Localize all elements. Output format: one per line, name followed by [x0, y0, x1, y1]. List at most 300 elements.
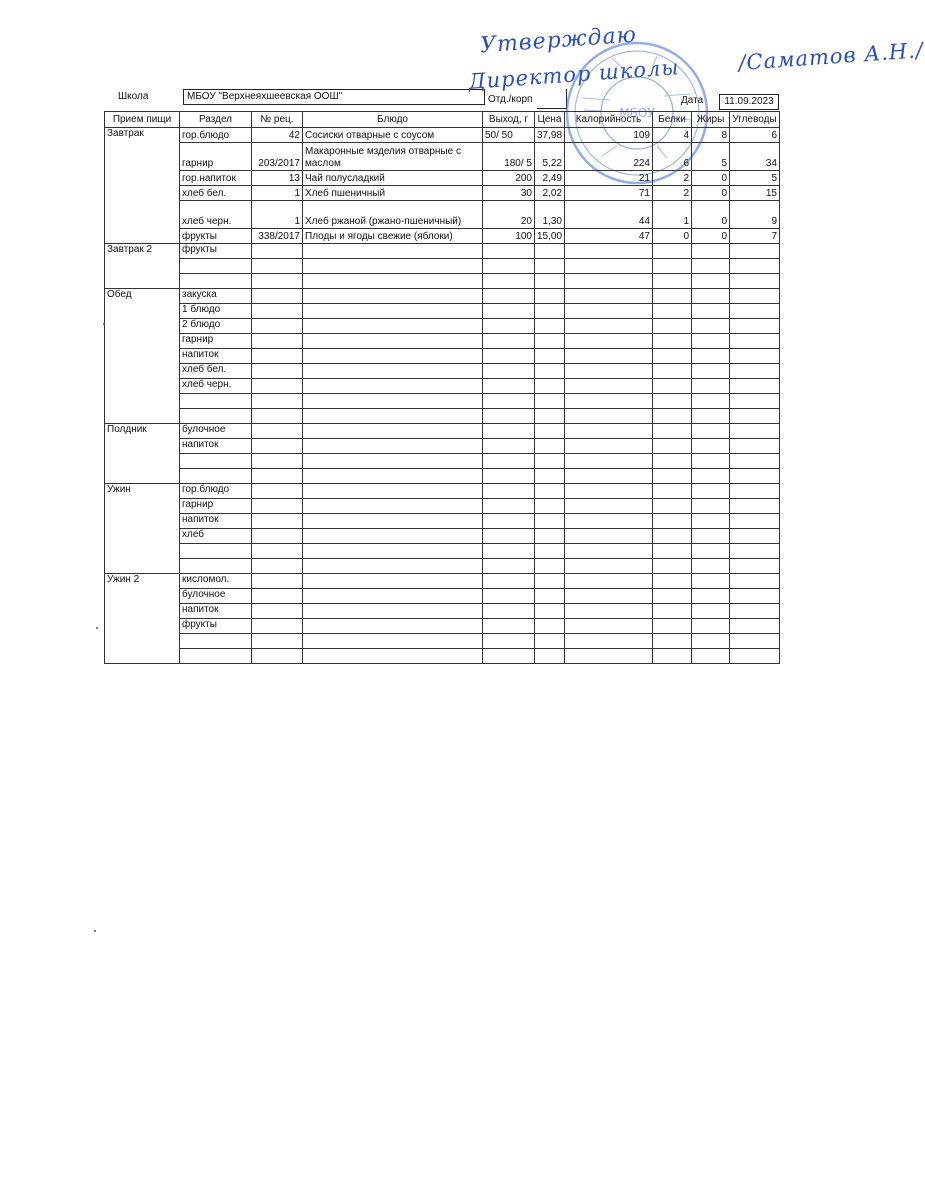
carbs-cell: [730, 394, 780, 409]
carbs-cell: [730, 424, 780, 439]
yield-cell: [483, 259, 535, 274]
proteins-cell: [653, 559, 692, 574]
carbs-cell: [730, 604, 780, 619]
price-cell: [535, 529, 565, 544]
fats-cell: [692, 259, 730, 274]
dish-cell: [303, 259, 483, 274]
section-cell: гор.напиток: [180, 171, 252, 186]
proteins-cell: [653, 274, 692, 289]
fats-cell: [692, 499, 730, 514]
dish-cell: [303, 409, 483, 424]
table-header-row: [105, 112, 780, 128]
section-cell: [180, 559, 252, 574]
table-row: [105, 364, 780, 379]
yield-cell: 100: [483, 229, 535, 244]
col-meal: Прием пищи: [105, 112, 180, 128]
table-row: [105, 574, 780, 589]
proteins-cell: 2: [653, 186, 692, 201]
calories-cell: [565, 439, 653, 454]
fats-cell: [692, 619, 730, 634]
meal-name: Обед: [105, 289, 180, 424]
recipe-cell: [252, 484, 303, 499]
section-cell: хлеб черн.: [180, 379, 252, 394]
date-label: Дата: [681, 95, 704, 106]
calories-cell: 47: [565, 229, 653, 244]
scan-speck: [103, 323, 105, 325]
dish-cell: [303, 454, 483, 469]
carbs-cell: [730, 619, 780, 634]
table-row: [105, 454, 780, 469]
calories-cell: [565, 364, 653, 379]
table-row: [105, 244, 780, 259]
price-cell: [535, 259, 565, 274]
proteins-cell: [653, 499, 692, 514]
table-row: [105, 439, 780, 454]
dish-cell: [303, 424, 483, 439]
proteins-cell: [653, 529, 692, 544]
carbs-cell: [730, 304, 780, 319]
price-cell: [535, 454, 565, 469]
carbs-cell: [730, 544, 780, 559]
recipe-cell: [252, 289, 303, 304]
carbs-cell: [730, 649, 780, 664]
col-yield: Выход, г: [483, 112, 535, 128]
section-cell: хлеб бел.: [180, 186, 252, 201]
recipe-cell: 1: [252, 186, 303, 201]
carbs-cell: [730, 499, 780, 514]
calories-cell: 109: [565, 128, 653, 143]
fats-cell: [692, 634, 730, 649]
recipe-cell: [252, 349, 303, 364]
section-cell: [180, 544, 252, 559]
fats-cell: 0: [692, 201, 730, 229]
table-row: [105, 201, 780, 229]
calories-cell: [565, 259, 653, 274]
dish-cell: [303, 364, 483, 379]
carbs-cell: 9: [730, 201, 780, 229]
carbs-cell: [730, 274, 780, 289]
proteins-cell: [653, 544, 692, 559]
yield-cell: [483, 559, 535, 574]
carbs-cell: [730, 334, 780, 349]
proteins-cell: [653, 244, 692, 259]
dish-cell: [303, 604, 483, 619]
meal-name: Полдник: [105, 424, 180, 484]
section-cell: [180, 274, 252, 289]
price-cell: [535, 634, 565, 649]
fats-cell: [692, 544, 730, 559]
fats-cell: [692, 649, 730, 664]
proteins-cell: [653, 304, 692, 319]
table-row: [105, 128, 780, 143]
price-cell: [535, 394, 565, 409]
carbs-cell: [730, 484, 780, 499]
calories-cell: [565, 604, 653, 619]
fats-cell: [692, 604, 730, 619]
fats-cell: 5: [692, 143, 730, 171]
dish-cell: [303, 559, 483, 574]
school-label: Школа: [118, 91, 149, 102]
carbs-cell: [730, 409, 780, 424]
fats-cell: [692, 559, 730, 574]
recipe-cell: [252, 304, 303, 319]
fats-cell: [692, 319, 730, 334]
dish-cell: [303, 529, 483, 544]
calories-cell: [565, 319, 653, 334]
price-cell: 5,22: [535, 143, 565, 171]
carbs-cell: [730, 529, 780, 544]
carbs-cell: 5: [730, 171, 780, 186]
approval-signature: [467, 22, 925, 98]
group-dinner-2: [105, 574, 780, 664]
meal-name: Завтрак 2: [105, 244, 180, 289]
fats-cell: [692, 484, 730, 499]
section-cell: хлеб бел.: [180, 364, 252, 379]
dish-cell: [303, 304, 483, 319]
dish-cell: [303, 649, 483, 664]
price-cell: 2,49: [535, 171, 565, 186]
calories-cell: [565, 514, 653, 529]
proteins-cell: [653, 484, 692, 499]
table-row: [105, 559, 780, 574]
fats-cell: [692, 424, 730, 439]
price-cell: [535, 244, 565, 259]
yield-cell: [483, 409, 535, 424]
scan-speck: [96, 627, 98, 629]
table-row: [105, 469, 780, 484]
table-row: [105, 289, 780, 304]
table-row: [105, 409, 780, 424]
dish-cell: [303, 379, 483, 394]
recipe-cell: [252, 454, 303, 469]
yield-cell: [483, 634, 535, 649]
section-cell: фрукты: [180, 244, 252, 259]
calories-cell: [565, 574, 653, 589]
fats-cell: [692, 274, 730, 289]
table-row: [105, 499, 780, 514]
table-row: [105, 143, 780, 171]
date-field: 11.09.2023: [719, 94, 779, 110]
proteins-cell: [653, 619, 692, 634]
yield-cell: 200: [483, 171, 535, 186]
yield-cell: [483, 379, 535, 394]
fats-cell: [692, 364, 730, 379]
col-carbs: Углеводы: [730, 112, 780, 128]
recipe-cell: [252, 604, 303, 619]
table-row: [105, 484, 780, 499]
dish-cell: [303, 589, 483, 604]
recipe-cell: [252, 649, 303, 664]
yield-cell: [483, 349, 535, 364]
carbs-cell: [730, 259, 780, 274]
yield-cell: [483, 319, 535, 334]
approval-line1: Утверждаю: [479, 22, 638, 59]
recipe-cell: 13: [252, 171, 303, 186]
yield-cell: [483, 364, 535, 379]
carbs-cell: [730, 289, 780, 304]
section-cell: закуска: [180, 289, 252, 304]
dish-cell: [303, 544, 483, 559]
proteins-cell: [653, 649, 692, 664]
section-cell: 2 блюдо: [180, 319, 252, 334]
calories-cell: [565, 559, 653, 574]
price-cell: [535, 649, 565, 664]
price-cell: [535, 619, 565, 634]
table-row: [105, 649, 780, 664]
approval-line2: Директор школы /Саматов А.Н./: [467, 38, 925, 94]
fats-cell: [692, 574, 730, 589]
col-recipe-no: № рец.: [252, 112, 303, 128]
fats-cell: [692, 589, 730, 604]
price-cell: [535, 364, 565, 379]
section-cell: напиток: [180, 439, 252, 454]
table-row: [105, 544, 780, 559]
section-cell: гарнир: [180, 334, 252, 349]
section-cell: [180, 649, 252, 664]
carbs-cell: [730, 634, 780, 649]
carbs-cell: [730, 514, 780, 529]
dish-cell: [303, 634, 483, 649]
carbs-cell: [730, 379, 780, 394]
table-row: [105, 604, 780, 619]
meal-name: Ужин: [105, 484, 180, 574]
carbs-cell: [730, 244, 780, 259]
table-row: [105, 349, 780, 364]
price-cell: [535, 499, 565, 514]
carbs-cell: [730, 349, 780, 364]
table-row: [105, 379, 780, 394]
carbs-cell: [730, 589, 780, 604]
yield-cell: 50/ 50: [483, 128, 535, 143]
carbs-cell: 6: [730, 128, 780, 143]
table-row: [105, 529, 780, 544]
menu-table: [104, 111, 780, 664]
fats-cell: [692, 514, 730, 529]
yield-cell: [483, 334, 535, 349]
proteins-cell: [653, 409, 692, 424]
table-row: [105, 589, 780, 604]
yield-cell: [483, 529, 535, 544]
recipe-cell: [252, 364, 303, 379]
yield-cell: [483, 289, 535, 304]
yield-cell: [483, 304, 535, 319]
table-row: [105, 319, 780, 334]
carbs-cell: [730, 454, 780, 469]
proteins-cell: [653, 514, 692, 529]
fats-cell: [692, 409, 730, 424]
proteins-cell: [653, 634, 692, 649]
calories-cell: [565, 469, 653, 484]
proteins-cell: [653, 394, 692, 409]
calories-cell: [565, 349, 653, 364]
recipe-cell: [252, 334, 303, 349]
proteins-cell: [653, 574, 692, 589]
group-afternoon-snack: [105, 424, 780, 484]
table-row: [105, 394, 780, 409]
col-section: Раздел: [180, 112, 252, 128]
recipe-cell: [252, 559, 303, 574]
calories-cell: [565, 529, 653, 544]
price-cell: [535, 334, 565, 349]
calories-cell: [565, 649, 653, 664]
price-cell: [535, 604, 565, 619]
price-cell: 15,00: [535, 229, 565, 244]
proteins-cell: [653, 364, 692, 379]
fats-cell: [692, 334, 730, 349]
yield-cell: [483, 274, 535, 289]
dish-cell: [303, 484, 483, 499]
section-cell: хлеб: [180, 529, 252, 544]
recipe-cell: [252, 379, 303, 394]
recipe-cell: 42: [252, 128, 303, 143]
carbs-cell: 34: [730, 143, 780, 171]
calories-cell: [565, 619, 653, 634]
proteins-cell: [653, 469, 692, 484]
price-cell: [535, 514, 565, 529]
fats-cell: [692, 439, 730, 454]
yield-cell: [483, 619, 535, 634]
table-row: [105, 424, 780, 439]
table-row: [105, 304, 780, 319]
price-cell: [535, 544, 565, 559]
yield-cell: [483, 439, 535, 454]
recipe-cell: [252, 424, 303, 439]
fats-cell: [692, 244, 730, 259]
yield-cell: [483, 649, 535, 664]
group-breakfast: [105, 128, 780, 244]
section-cell: [180, 409, 252, 424]
fats-cell: [692, 379, 730, 394]
proteins-cell: [653, 454, 692, 469]
proteins-cell: [653, 424, 692, 439]
section-cell: [180, 454, 252, 469]
calories-cell: [565, 244, 653, 259]
dish-cell: Чай полусладкий: [303, 171, 483, 186]
section-cell: гор.блюдо: [180, 128, 252, 143]
fats-cell: 0: [692, 171, 730, 186]
group-dinner: [105, 484, 780, 574]
recipe-cell: 338/2017: [252, 229, 303, 244]
section-cell: напиток: [180, 349, 252, 364]
section-cell: напиток: [180, 604, 252, 619]
group-breakfast-2: [105, 244, 780, 289]
section-cell: [180, 634, 252, 649]
group-lunch: [105, 289, 780, 424]
price-cell: 1,30: [535, 201, 565, 229]
proteins-cell: [653, 289, 692, 304]
proteins-cell: 1: [653, 201, 692, 229]
proteins-cell: [653, 439, 692, 454]
recipe-cell: [252, 409, 303, 424]
dish-cell: [303, 289, 483, 304]
proteins-cell: [653, 604, 692, 619]
table-row: [105, 259, 780, 274]
section-cell: гарнир: [180, 499, 252, 514]
price-cell: [535, 559, 565, 574]
calories-cell: 44: [565, 201, 653, 229]
yield-cell: [483, 574, 535, 589]
fats-cell: [692, 469, 730, 484]
fats-cell: [692, 454, 730, 469]
scan-speck: [94, 930, 96, 932]
recipe-cell: [252, 589, 303, 604]
yield-cell: [483, 544, 535, 559]
calories-cell: [565, 634, 653, 649]
section-cell: хлеб черн.: [180, 201, 252, 229]
yield-cell: [483, 424, 535, 439]
yield-cell: [483, 469, 535, 484]
recipe-cell: [252, 274, 303, 289]
dish-cell: [303, 244, 483, 259]
col-proteins: Белки: [653, 112, 692, 128]
dish-cell: Хлеб пшеничный: [303, 186, 483, 201]
fats-cell: 0: [692, 229, 730, 244]
calories-cell: [565, 499, 653, 514]
recipe-cell: [252, 469, 303, 484]
calories-cell: [565, 544, 653, 559]
section-cell: фрукты: [180, 619, 252, 634]
price-cell: [535, 484, 565, 499]
stamp-label: МБОУ: [619, 106, 655, 120]
dish-cell: [303, 469, 483, 484]
recipe-cell: [252, 244, 303, 259]
table-row: [105, 186, 780, 201]
calories-cell: [565, 394, 653, 409]
recipe-cell: [252, 319, 303, 334]
price-cell: 2,02: [535, 186, 565, 201]
carbs-cell: [730, 439, 780, 454]
price-cell: [535, 289, 565, 304]
dish-cell: [303, 499, 483, 514]
table-row: [105, 514, 780, 529]
col-dish: Блюдо: [303, 112, 483, 128]
dish-cell: [303, 514, 483, 529]
calories-cell: [565, 484, 653, 499]
dish-cell: [303, 619, 483, 634]
calories-cell: [565, 409, 653, 424]
calories-cell: [565, 454, 653, 469]
fats-cell: 8: [692, 128, 730, 143]
section-cell: [180, 394, 252, 409]
yield-cell: [483, 514, 535, 529]
carbs-cell: [730, 574, 780, 589]
table-row: [105, 171, 780, 186]
calories-cell: [565, 304, 653, 319]
calories-cell: [565, 589, 653, 604]
section-cell: гор.блюдо: [180, 484, 252, 499]
price-cell: [535, 424, 565, 439]
section-cell: гарнир: [180, 143, 252, 171]
yield-cell: [483, 394, 535, 409]
recipe-cell: [252, 619, 303, 634]
dish-cell: Макаронные мзделия отварные с маслом: [303, 143, 483, 171]
yield-cell: [483, 484, 535, 499]
col-calories: Калорийность: [565, 112, 653, 128]
table-row: [105, 634, 780, 649]
table-row: [105, 229, 780, 244]
calories-cell: 71: [565, 186, 653, 201]
price-cell: [535, 274, 565, 289]
dish-cell: [303, 439, 483, 454]
table-row: [105, 619, 780, 634]
calories-cell: [565, 334, 653, 349]
proteins-cell: 6: [653, 143, 692, 171]
recipe-cell: [252, 634, 303, 649]
carbs-cell: [730, 319, 780, 334]
calories-cell: 224: [565, 143, 653, 171]
school-name-field: МБОУ "Верхнеяхшеевская ООШ": [183, 89, 485, 105]
recipe-cell: [252, 499, 303, 514]
